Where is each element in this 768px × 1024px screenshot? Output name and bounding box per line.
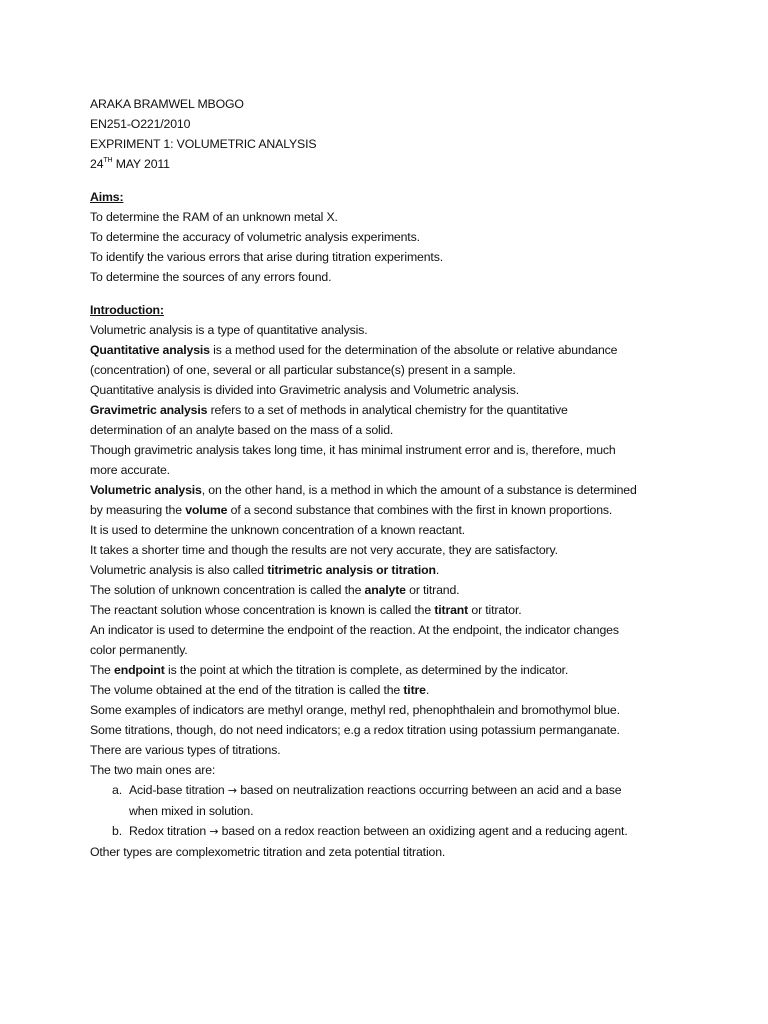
paragraph-text: of a second substance that combines with the first in known proportions.: [227, 503, 613, 517]
paragraph: It is used to determine the unknown concentration of a known reactant.: [90, 523, 466, 537]
list-marker: b.: [112, 824, 122, 838]
paragraph: Though gravimetric analysis takes long time, it has minimal instrument error and is, therefore, much: [90, 443, 616, 457]
paragraph: Quantitative analysis is divided into Gravimetric analysis and Volumetric analysis.: [90, 383, 520, 397]
aim-item: To determine the accuracy of volumetric analysis experiments.: [90, 230, 420, 244]
paragraph-text: The volume obtained at the end of the titration is called the: [90, 683, 404, 697]
paragraph: [90, 480, 690, 500]
paragraph: An indicator is used to determine the endpoint of the reaction. At the endpoint, the indicator changes: [90, 623, 619, 637]
document-page: [90, 94, 690, 862]
paragraph-text: The reactant solution whose concentration is known is called the: [90, 603, 435, 617]
list-term: Acid-base titration: [129, 783, 228, 797]
paragraph: color permanently.: [90, 643, 188, 657]
term-bold: Quantitative analysis: [90, 343, 210, 357]
arrow-icon: →: [209, 825, 219, 838]
paragraph-text: by measuring the: [90, 503, 186, 517]
paragraph: The two main ones are:: [90, 763, 216, 777]
list-item: [90, 821, 690, 842]
list-term: Redox titration: [129, 824, 210, 838]
paragraph: Other types are complexometric titration and zeta potential titration.: [90, 845, 446, 859]
paragraph: Some titrations, though, do not need indicators; e.g a redox titration using potassium permanganate.: [90, 723, 620, 737]
paragraph-text: refers to a set of methods in analytical chemistry for the quantitative: [207, 403, 568, 417]
date-day: 24: [90, 157, 104, 171]
paragraph-text: Volumetric analysis is also called: [90, 563, 268, 577]
paragraph: [90, 680, 690, 700]
aim-item: To identify the various errors that arise during titration experiments.: [90, 250, 443, 264]
paragraph: [90, 400, 690, 420]
registration-number: EN251-O221/2010: [90, 117, 191, 131]
arrow-icon: →: [227, 784, 237, 797]
author-name: ARAKA BRAMWEL MBOGO: [90, 97, 244, 111]
paragraph: [90, 660, 690, 680]
report-date: [90, 154, 690, 174]
paragraph-text: or titrator.: [468, 603, 522, 617]
paragraph: Some examples of indicators are methyl orange, methyl red, phenophthalein and bromothymol blue.: [90, 703, 620, 717]
list-marker: a.: [112, 783, 122, 797]
paragraph-text: is the point at which the titration is complete, as determined by the indicator.: [164, 663, 569, 677]
paragraph-text: .: [425, 683, 430, 697]
experiment-title: EXPRIMENT 1: VOLUMETRIC ANALYSIS: [90, 137, 317, 151]
term-bold: titrant: [434, 603, 469, 617]
paragraph: There are various types of titrations.: [90, 743, 281, 757]
term-bold: endpoint: [114, 663, 165, 677]
paragraph: determination of an analyte based on the mass of a solid.: [90, 423, 394, 437]
term-bold: titre: [403, 683, 426, 697]
introduction-heading: Introduction:: [90, 303, 164, 317]
list-item: [90, 780, 690, 821]
term-bold: titrimetric analysis or titration: [267, 563, 436, 577]
paragraph: more accurate.: [90, 463, 170, 477]
term-bold: Volumetric analysis: [90, 483, 202, 497]
paragraph-text: .: [435, 563, 440, 577]
paragraph: [90, 500, 690, 520]
list-text-continued: when mixed in solution.: [129, 804, 254, 818]
list-text: based on neutralization reactions occurring between an acid and a base: [236, 783, 622, 797]
paragraph-text: The solution of unknown concentration is called the: [90, 583, 365, 597]
paragraph-text: is a method used for the determination of the absolute or relative abundance: [209, 343, 618, 357]
term-bold: analyte: [364, 583, 406, 597]
paragraph-text: or titrand.: [405, 583, 460, 597]
paragraph: [90, 340, 690, 360]
paragraph-text: , on the other hand, is a method in which the amount of a substance is determined: [201, 483, 637, 497]
paragraph: Volumetric analysis is a type of quantitative analysis.: [90, 323, 368, 337]
aims-heading: Aims:: [90, 190, 124, 204]
paragraph: [90, 600, 690, 620]
paragraph: (concentration) of one, several or all particular substance(s) present in a sample.: [90, 363, 516, 377]
date-superscript: TH: [103, 157, 113, 164]
paragraph-text: The: [90, 663, 115, 677]
list-text: based on a redox reaction between an oxidizing agent and a reducing agent.: [218, 824, 628, 838]
aim-item: To determine the sources of any errors found.: [90, 270, 332, 284]
aim-item: To determine the RAM of an unknown metal X.: [90, 210, 338, 224]
date-month-year: MAY 2011: [112, 157, 170, 171]
paragraph: It takes a shorter time and though the results are not very accurate, they are satisfactory.: [90, 543, 558, 557]
paragraph: [90, 580, 690, 600]
term-bold: Gravimetric analysis: [90, 403, 208, 417]
term-bold: volume: [185, 503, 228, 517]
paragraph: [90, 560, 690, 580]
